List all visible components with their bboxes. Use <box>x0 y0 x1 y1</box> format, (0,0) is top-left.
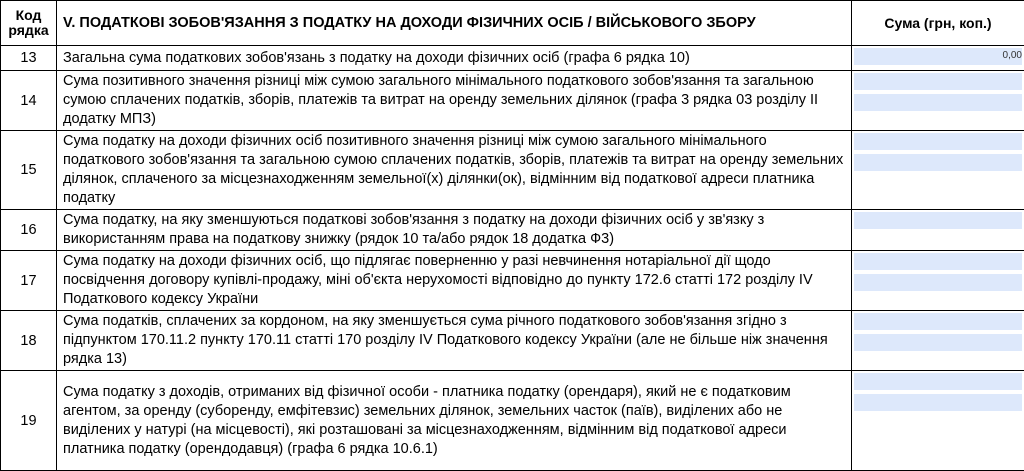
table-row <box>1 311 1024 371</box>
row-code: 14 <box>1 71 57 131</box>
row-description: Сума податку на доходи фізичних осіб, що підлягає поверненню у разі невчинення нотаріальної дії щодо посвідчення договору купівлі-продажу, міні об'єкта нерухомості відповідно до пункту 172.6 статті 172 розділу IV Податкового кодексу України <box>57 251 852 311</box>
row-code: 16 <box>1 210 57 251</box>
row-description: Сума податку з доходів, отриманих від фізичної особи - платника податку (орендаря), який не є податковим агентом, за оренду (суборенду, емфітевзис) земельних ділянок, земельних часток (паїв), виділених або не виділених у натурі (на місцевості), які розташовані за місцезнаходженням, відмінним від податкової адреси платника податку (орендодавця) (графа 6 рядка 10.6.1) <box>57 371 852 471</box>
row-16-sum-input[interactable] <box>852 210 1024 251</box>
row-code: 18 <box>1 311 57 371</box>
section-title: V. ПОДАТКОВІ ЗОБОВ'ЯЗАННЯ З ПОДАТКУ НА ДОХОДИ ФІЗИЧНИХ ОСІБ / ВІЙСЬКОВОГО ЗБОРУ <box>57 1 852 46</box>
row-description: Сума податку, на яку зменшуються податкові зобов'язання з податку на доходи фізичних осіб у зв'язку з використанням права на податкову знижку (рядок 10 та/або рядок 18 додатка Ф3) <box>57 210 852 251</box>
sum-column-header: Сума (грн, коп.) <box>852 1 1024 46</box>
row-description: Сума податків, сплачених за кордоном, на яку зменшується сума річного податкового зобов'язання згідно з підпунктом 170.11.2 пункту 170.11 статті 170 розділу IV Податкового кодексу України (але не більше ніж значення рядка 13) <box>57 311 852 371</box>
row-code: 17 <box>1 251 57 311</box>
row-15-sum-input[interactable] <box>852 131 1024 210</box>
table-row <box>1 210 1024 251</box>
row-code: 15 <box>1 131 57 210</box>
table-row <box>1 46 1024 71</box>
row-18-sum-input[interactable] <box>852 311 1024 371</box>
row-19-sum-input[interactable] <box>852 371 1024 471</box>
row-code: 19 <box>1 371 57 471</box>
table-row <box>1 131 1024 210</box>
table-row <box>1 71 1024 131</box>
code-column-header: Код рядка <box>1 1 57 46</box>
row-14-sum-input[interactable] <box>852 71 1024 131</box>
row-17-sum-input[interactable] <box>852 251 1024 311</box>
row-description: Сума податку на доходи фізичних осіб позитивного значення різниці між сумою загального мінімального податкового зобов'язання та загальною сумою сплачених податків, зборів, платежів та витрат на оренду земельних ділянок, сплаченого за місцезнаходженням земельної(х) ділянки(ок), відмінним від податкової адреси платника податку <box>57 131 852 210</box>
row-13-sum-input[interactable] <box>852 46 1024 71</box>
table-header-row <box>1 1 1024 46</box>
table-row <box>1 251 1024 311</box>
row-description: Загальна сума податкових зобов'язань з податку на доходи фізичних осіб (графа 6 рядка 10) <box>57 46 852 71</box>
row-description: Сума позитивного значення різниці між сумою загального мінімального податкового зобов'язання та загальною сумою сплачених податків, зборів, платежів та витрат на оренду земельних ділянок (графа 3 рядка 03 розділу II додатку МПЗ) <box>57 71 852 131</box>
table-row <box>1 371 1024 471</box>
row-value: 0,00 <box>1003 50 1022 61</box>
row-code: 13 <box>1 46 57 71</box>
